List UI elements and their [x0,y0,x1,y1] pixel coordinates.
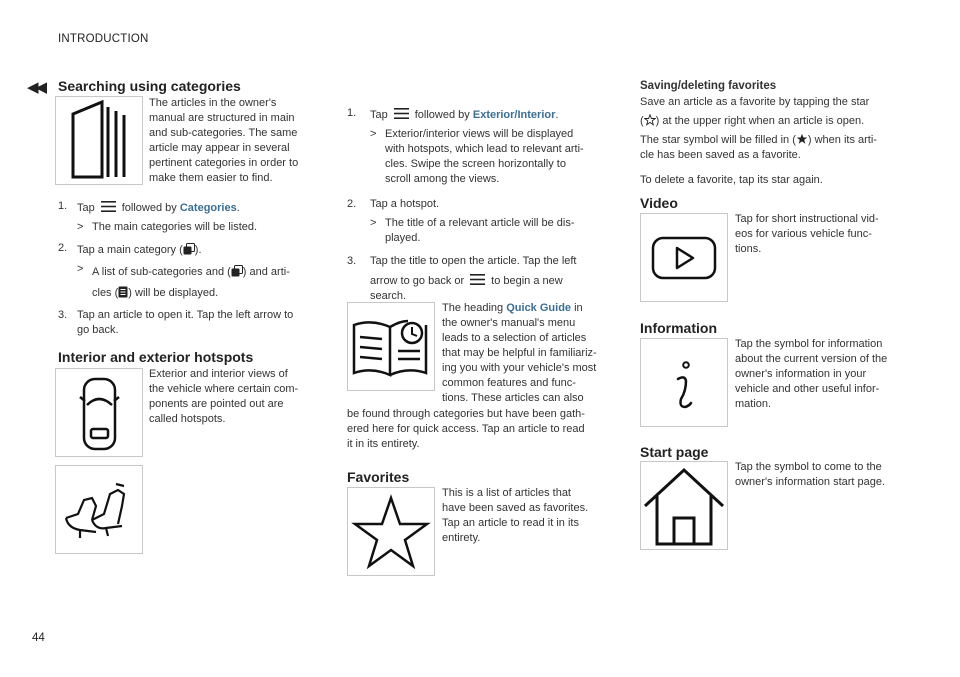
back-chevrons-icon[interactable]: ◀◀ [27,79,45,96]
information-icon [640,338,728,427]
categories-book-icon [55,96,143,185]
video-play-icon [640,213,728,302]
heading-video: Video [640,195,678,211]
star-outline-icon [644,114,656,126]
quick-guide-link[interactable]: Quick Guide [506,302,572,314]
favorites-star-icon [347,487,435,576]
heading-start-page: Start page [640,444,709,460]
categories-link[interactable]: Categories [179,202,237,214]
exterior-interior-link[interactable]: Exterior/Interior [472,109,556,121]
hotspots-intro: Exterior and interior views of the vehicle where certain com- ponents are pointed out are called hotspots. [149,368,299,425]
menu-icon [101,201,116,212]
heading-favorites: Favorites [347,469,410,485]
heading-saving-favorites: Saving/deleting favorites [640,80,777,92]
heading-searching-categories: Searching using categories [58,78,241,94]
saving-favorites-text: Save an article as a favorite by tapping the star ( ) at the upper right when an article is open. The star symbol will be filled in ( ) when its arti- cle has been saved as a favorite. To delete a favorite, tap its star again. [640,96,877,186]
categories-intro: The articles in the owner's manual are structured in main and sub-categories. The same article may appear in several pertinent categories in order to make them easier to find. [149,97,299,184]
menu-icon [470,274,485,285]
page-number: 44 [32,632,45,644]
video-text: Tap for short instructional vid- eos for various vehicle func- tions. [735,213,879,255]
quick-guide-book-icon [347,302,435,391]
car-exterior-icon [55,368,143,457]
quick-guide-side-text: The heading Quick Guide in the owner's manual's menu leads to a selection of articles that may be helpful in familiariz- ing you with your vehicle's most common features and func- tions. These articles can also [442,302,597,404]
information-text: Tap the symbol for information about the current version of the owner's information in your vehicle and other useful infor- mation. [735,338,888,410]
star-filled-icon [796,133,808,145]
menu-icon [394,108,409,119]
page-header: INTRODUCTION [58,33,149,45]
article-icon [118,286,128,298]
heading-hotspots: Interior and exterior hotspots [58,349,254,365]
subcategory-icon [231,265,243,277]
quick-guide-full-text: be found through categories but have been gath- ered here for quick access. Tap an article to read it in its entirety. [347,408,585,450]
heading-information: Information [640,320,717,336]
car-seat-interior-icon [55,465,143,554]
home-icon [640,461,728,550]
subcategory-icon [183,243,195,255]
favorites-text: This is a list of articles that have been saved as favorites. Tap an article to read it in its entirety. [442,487,589,544]
start-page-text: Tap the symbol to come to the owner's information start page. [735,461,886,488]
